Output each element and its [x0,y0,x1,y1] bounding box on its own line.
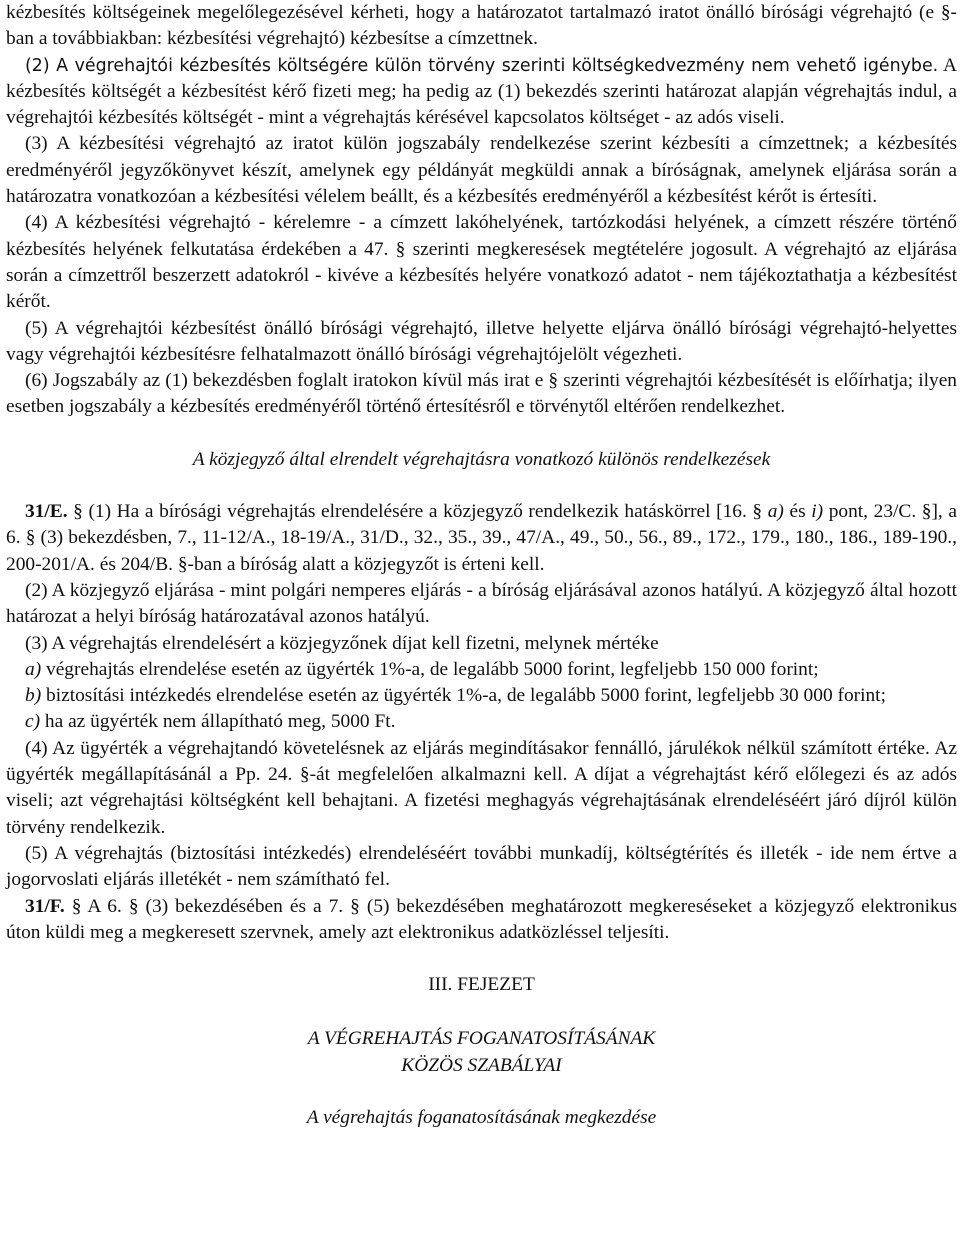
point-a-text: végrehajtás elrendelése esetén az ügyérték 1%-a, de legalább 5000 forint, legfeljebb 150 000 forint; [41,658,819,680]
section-31e-paragraph-4: (4) Az ügyérték a végrehajtandó követelésnek az eljárás megindításakor fennálló, járulékok nélkül számított értéke. Az ügyérték megállapításánál a Pp. 24. §-át megfelelően alkalmazni kell. A díjat a végrehajtást kérő előlegezi és az adós viseli; azt végrehajtási költségként kell behajtani. A fizetési meghagyás végrehajtásának elrendeléséért járó díjról külön törvény rendelkezik. [6,737,957,838]
section-31e-p1-text-b: és [783,501,812,523]
section-31e-point-a [6,657,957,683]
section-31e-p1-point-a: a) [767,501,784,523]
chapter-title-line-2: KÖZÖS SZABÁLYAI [401,1054,562,1076]
section-31e-point-b [6,683,957,709]
section-31e-p1-text-c: pont, 23/C. §], a 6. § (3) bekezdésben, 7., 11-12/A., 18-19/A., 31/D., 32., 35., 39., 47/A., 49., 50., 56., 89., 172., 179., 180., 186., 189-190., 200-201/A. és 204/B. §-ban a bíróság alatt a közjegyzőt is érteni kell. [6,501,957,575]
paragraph-2-rest: A kézbesítés költségét a kézbesítést kérő fizeti meg; ha pedig az (1) bekezdés szerinti határozat alapján végrehajtás indul, a végrehajtói kézbesítés költségét - mint a végrehajtás kérésével kapcsolatos költséget - az adós viseli. [6,54,958,129]
paragraph-2 [6,53,957,132]
chapter-title-line-1: A VÉGREHAJTÁS FOGANATOSÍTÁSÁNAK [307,1028,656,1050]
point-b-label: b) [25,685,42,707]
point-a-label: a) [25,658,42,680]
chapter-title [6,1026,957,1079]
point-c-text: ha az ügyérték nem állapítható meg, 5000 Ft. [40,711,396,733]
paragraph-3: (3) A kézbesítési végrehajtó az iratot külön jogszabály rendelkezése szerint kézbesíti a címzettnek; a kézbesítés eredményéről jegyzőkönyvet készít, amelynek egy példányát megküldi annak a bíróságnak, amelynek eljárása során a határozatra vonatkozóan a kézbesítési vélelem beállt, és a kézbesítés eredményéről a kézbesítést kérőt is értesíti. [6,133,957,208]
section-31e-paragraph-1 [6,499,957,578]
section-31e-paragraph-5: (5) A végrehajtás (biztosítási intézkedés) elrendeléséért további munkadíj, költségtérítés és illeték - ide nem értve a jogorvoslati eljárás illetékét - nem számítható fel. [6,842,957,891]
section-31e-paragraph-2: (2) A közjegyző eljárása - mint polgári nemperes eljárás - a bíróság eljárásával azonos hatályú. A közjegyző által hozott határozat a helyi bíróság határozatával azonos hatályú. [6,579,957,628]
chapter-number: III. FEJEZET [428,974,535,996]
section-heading-kozjegyzo: A közjegyző által elrendelt végrehajtásra vonatkozó különös rendelkezések [192,448,771,470]
section-31e-label: 31/E. [25,501,68,523]
paragraph-continuation: kézbesítés költségeinek megelőlegezésével kérheti, hogy a határozatot tartalmazó iratot önálló bírósági végrehajtó (e §-ban a továbbiakban: kézbesítési végrehajtó) kézbesítse a címzettnek. [6,2,957,50]
section-31f-label: 31/F. [25,895,65,917]
subheading-foganatositas: A végrehajtás foganatosításának megkezdése [306,1107,657,1129]
paragraph-5: (5) A végrehajtói kézbesítést önálló bírósági végrehajtó, illetve helyette eljárva önálló bírósági végrehajtó-helyettes vagy végrehajtói kézbesítésre felhatalmazott önálló bírósági végrehajtójelölt végezheti. [6,317,957,365]
paragraph-6: (6) Jogszabály az (1) bekezdésben foglalt iratokon kívül más irat e § szerinti végrehajtói kézbesítését is előírhatja; ilyen esetben jogszabály a kézbesítés eredményéről történő értesítésről e törvénytől eltérően rendelkezhet. [6,370,957,418]
paragraph-4: (4) A kézbesítési végrehajtó - kérelemre - a címzett lakóhelyének, tartózkodási helyének, a címzett részére történő kézbesítés helyének felkutatása érdekében a 47. § szerinti megkeresések megtételére jogosult. A végrehajtó az eljárása során a címzettről beszerzett adatokról - kivéve a kézbesítés helyére vonatkozó adatot - nem tájékoztathatja a kézbesítést kérőt. [6,212,957,313]
section-31e-p1-text-a: § (1) Ha a bírósági végrehajtás elrendelésére a közjegyző rendelkezik hatáskörrel [16. § [67,501,768,523]
section-31e-p1-point-i: i) [811,501,824,523]
paragraph-2-sans-sentence: (2) A végrehajtói kézbesítés költségére külön törvény szerinti költségkedvezmény nem vehető igénybe. [25,55,939,76]
document-page [6,0,957,1132]
section-31f-text: § A 6. § (3) bekezdésében és a 7. § (5) bekezdésében meghatározott megkereséseket a közjegyző elektronikus úton küldi meg a megkeresett szervnek, amely azt elektronikus adatközléssel teljesíti. [6,895,957,943]
point-c-label: c) [25,711,41,733]
section-31e-point-c [6,709,957,735]
section-31e-paragraph-3: (3) A végrehajtás elrendelésért a közjegyzőnek díjat kell fizetni, melynek mértéke [25,632,659,654]
section-31f-paragraph [6,894,957,947]
point-b-text: biztosítási intézkedés elrendelése esetén az ügyérték 1%-a, de legalább 5000 forint, legfeljebb 30 000 forint; [41,685,886,707]
